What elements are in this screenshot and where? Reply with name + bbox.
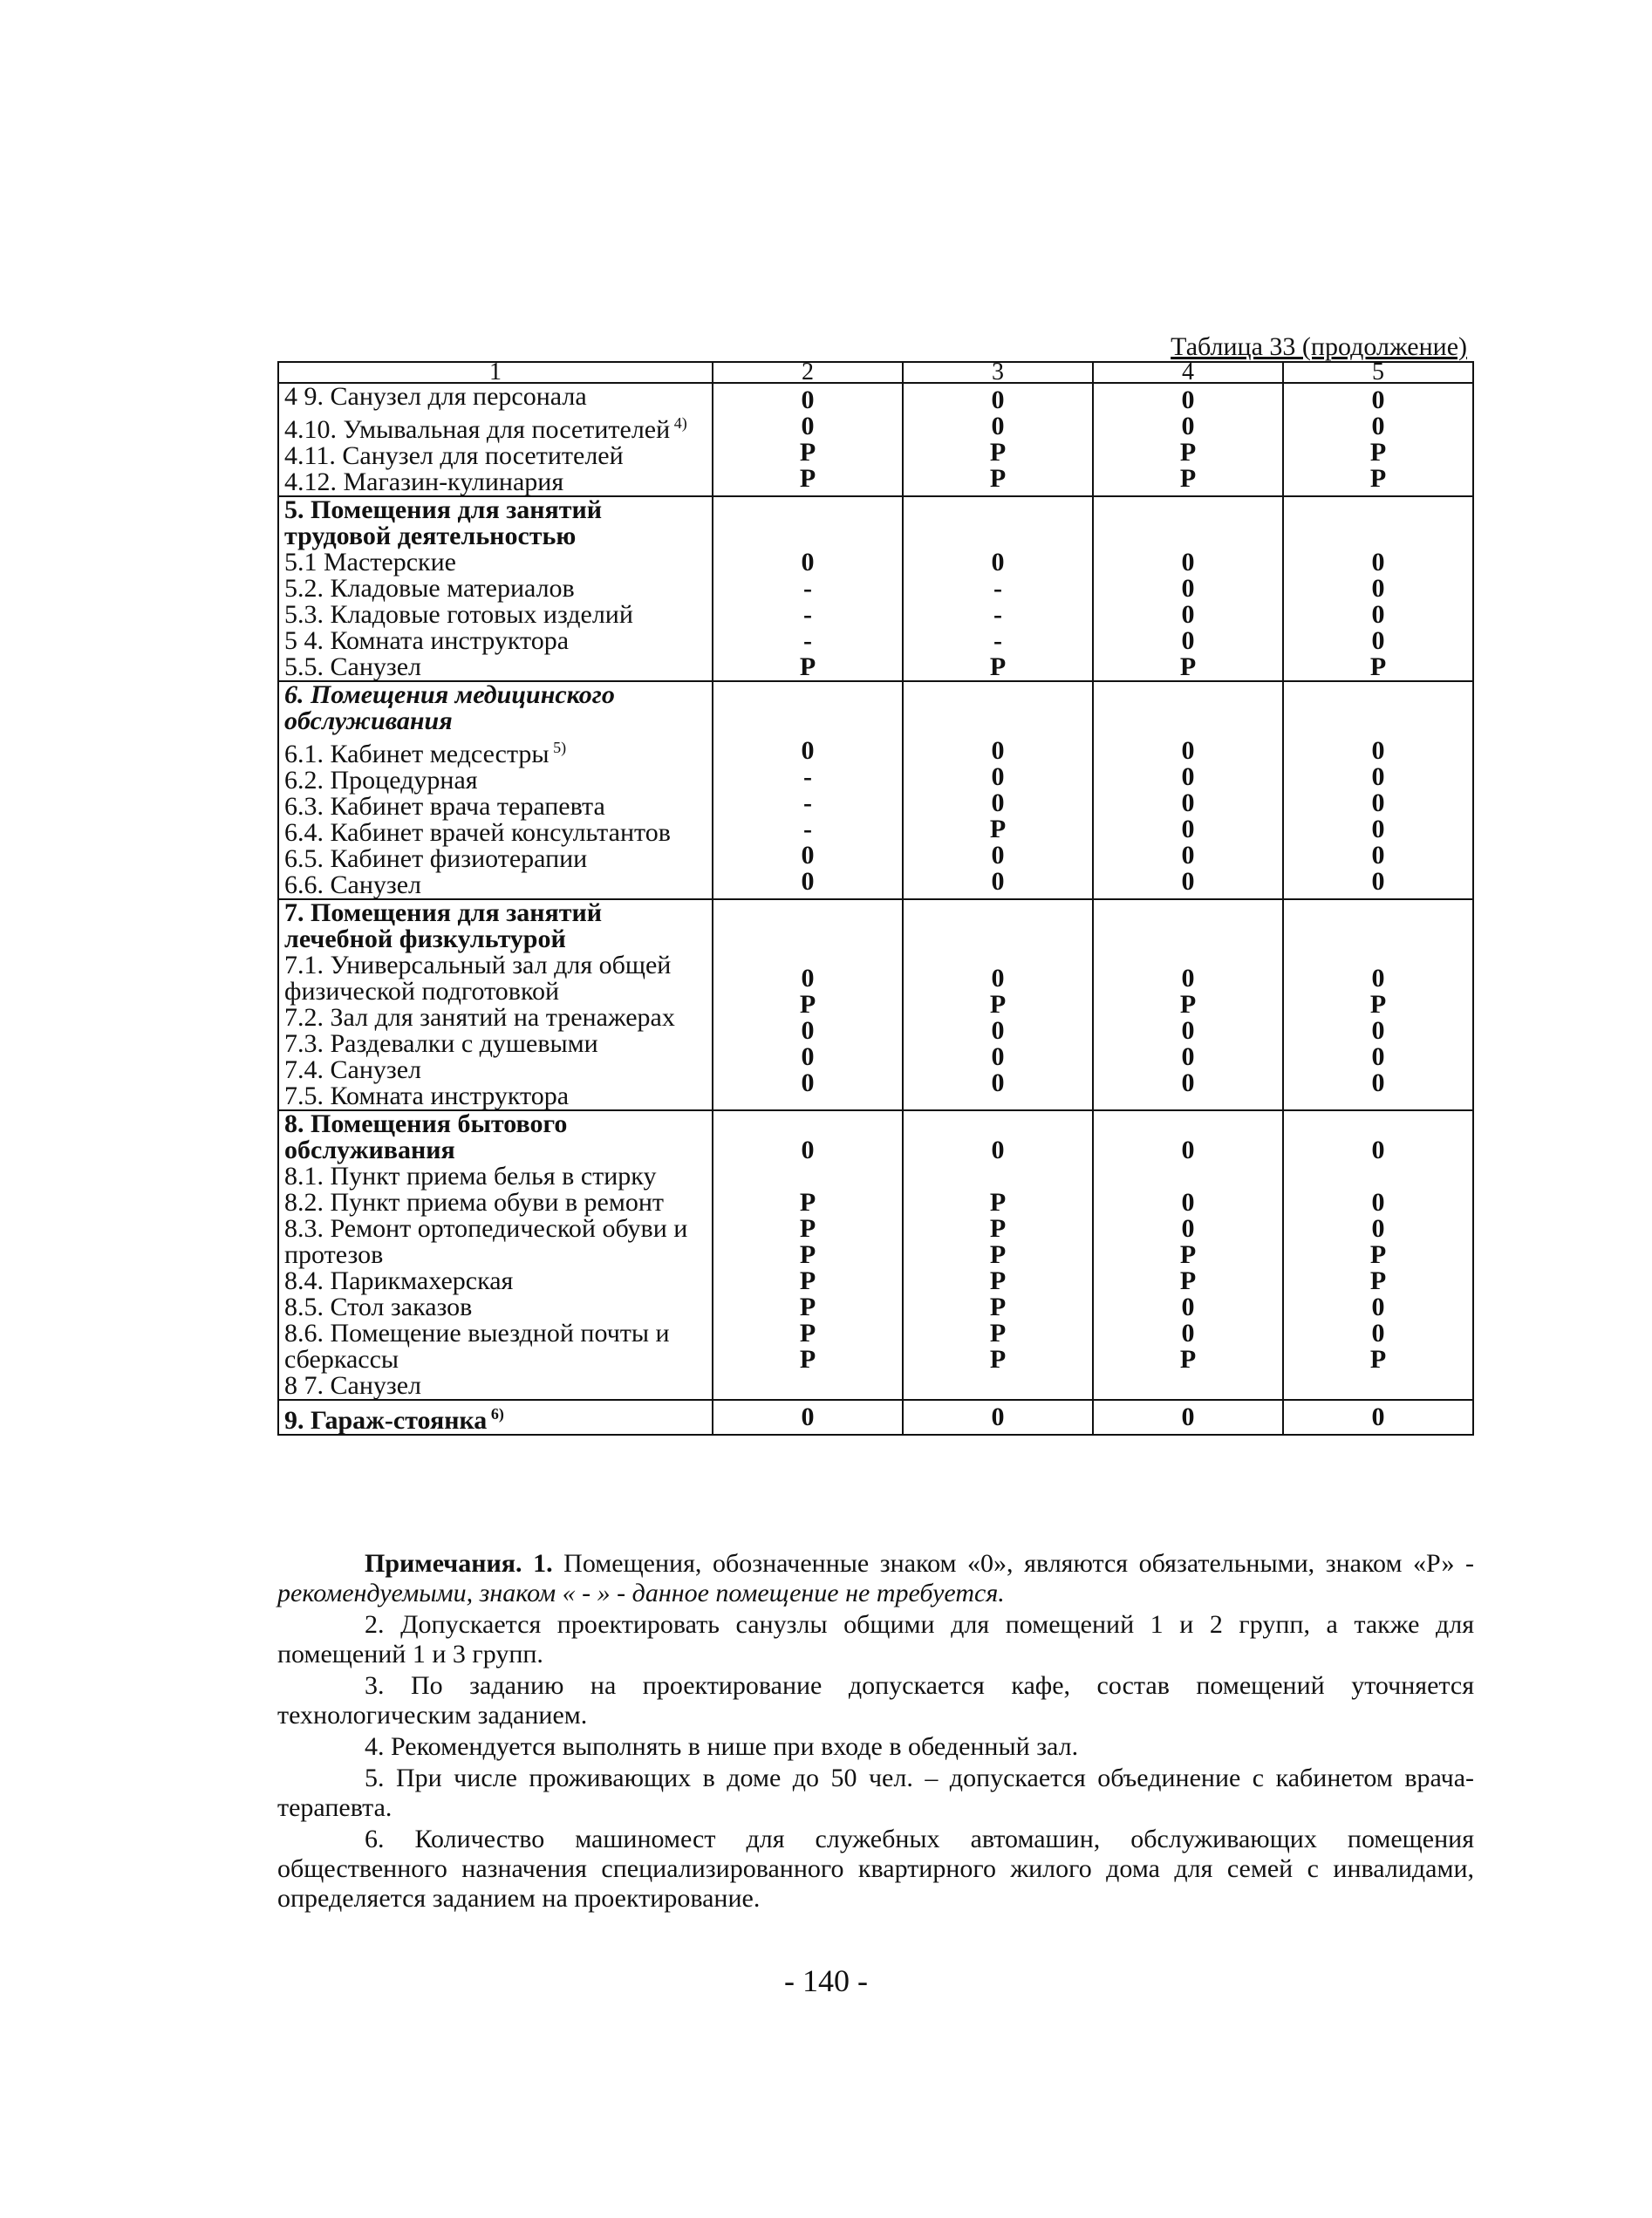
row-label	[284, 654, 707, 680]
table-cell-value: 0	[1371, 788, 1385, 817]
table-cell-value: 0	[1371, 815, 1385, 843]
note-3: 3. По заданию на проектирование допускается кафе, состав помещений уточняется технологическим заданием.	[277, 1671, 1474, 1730]
note-6: 6. Количество машиномест для служебных автомашин, обслуживающих помещения общественного назначения специализированного квартирного жилого дома для семей с инвалидами, определяется заданием на проектирование.	[277, 1825, 1474, 1913]
table-cell-value: 0	[991, 1016, 1005, 1045]
table-cell-value: P	[1369, 1345, 1387, 1374]
row-label-text: 8.6. Помещение выездной почты и сберкассы	[284, 1319, 670, 1374]
table-cell-value: P	[1179, 990, 1197, 1019]
table-cell-value: 0	[1371, 1136, 1385, 1164]
table-cell-value: 0	[1181, 548, 1195, 577]
table-cell-value: P	[799, 1214, 816, 1243]
block-values-cell-2	[713, 1400, 903, 1435]
block-values-cell-4	[1093, 681, 1283, 899]
spacer	[909, 686, 1087, 712]
table-cell-value: 0	[801, 964, 815, 993]
row-label-text: 7.5. Комната инструктора	[284, 1082, 570, 1110]
table-cell-value: P	[799, 1293, 816, 1321]
table-block	[278, 383, 1473, 496]
block-values-cell-4	[1093, 899, 1283, 1110]
row-label	[284, 872, 707, 898]
table-block	[278, 681, 1473, 899]
spacer	[1099, 497, 1277, 523]
group-heading: 8. Помещения бытового обслуживания	[284, 1109, 568, 1164]
table-cell-value: P	[989, 815, 1007, 843]
row-label-text: 6.3. Кабинет врача терапевта	[284, 792, 605, 821]
row-label-text: 4.12. Магазин-кулинария	[284, 467, 564, 496]
block-values-cell-3	[903, 496, 1093, 681]
table-cell-value: 0	[801, 1402, 815, 1431]
table-cell-value: 0	[991, 736, 1005, 765]
spacer	[1289, 686, 1467, 712]
table-cell-value: 0	[991, 1068, 1005, 1097]
footnote-marker: 5)	[549, 739, 567, 756]
row-label	[284, 1057, 707, 1083]
table-cell-value: P	[799, 1319, 816, 1348]
table-cell-value: 0	[801, 1068, 815, 1097]
row-label-text: 6.4. Кабинет врачей консультантов	[284, 818, 671, 847]
note-5: 5. При числе проживающих в доме до 50 чел. – допускается объединение с кабинетом врача-терапевта.	[277, 1764, 1474, 1822]
spacer	[1289, 497, 1467, 523]
spacer	[909, 712, 1087, 738]
table-cell-value: P	[1369, 438, 1387, 467]
table-cell-value: 0	[991, 1402, 1005, 1431]
table-cell-value: P	[1179, 1266, 1197, 1295]
table-cell-value: 0	[1181, 386, 1195, 414]
table-cell-value: P	[799, 1240, 816, 1269]
row-label	[284, 602, 707, 628]
row-label-text: 4 9. Санузел для персонала	[284, 382, 587, 411]
block-values-cell-4	[1093, 1110, 1283, 1400]
row-label	[284, 734, 707, 768]
row-label	[284, 1401, 707, 1434]
table-cell-value: 0	[1371, 600, 1385, 629]
group-heading: 7. Помещения для занятий лечебной физкультурой	[284, 898, 603, 953]
table-cell-value: -	[993, 574, 1002, 603]
table-cell-value: 0	[801, 386, 815, 414]
table-cell-value: 0	[991, 386, 1005, 414]
block-values-cell-4	[1093, 496, 1283, 681]
table-cell-value: 0	[1181, 1319, 1195, 1348]
row-label	[284, 820, 707, 846]
column-numbers-row	[278, 362, 1473, 383]
row-label-text: 5 4. Комната инструктора	[284, 626, 570, 655]
spacer	[719, 939, 897, 966]
table-cell-value: 0	[1371, 1016, 1385, 1045]
spacer	[719, 523, 897, 549]
table-cell-value: 0	[1371, 736, 1385, 765]
table-cell-value: P	[989, 464, 1007, 493]
table-cell-value: -	[803, 626, 812, 655]
block-values-cell-5	[1283, 1110, 1473, 1400]
row-label	[284, 846, 707, 872]
table-cell-value: 0	[1371, 1402, 1385, 1431]
block-values-cell-2	[713, 899, 903, 1110]
table-cell-value: 0	[991, 1136, 1005, 1164]
table-cell-value: 0	[991, 762, 1005, 791]
row-label-text: 4.10. Умывальная для посетителей	[284, 415, 671, 444]
table-block	[278, 496, 1473, 681]
row-label-text: 5.1 Мастерские	[284, 548, 456, 577]
table-cell-value: P	[799, 1345, 816, 1374]
table-cell-value: 0	[1181, 1016, 1195, 1045]
spacer	[1289, 939, 1467, 966]
row-label-text: 6.5. Кабинет физиотерапии	[284, 844, 588, 873]
table-cell-value: -	[803, 788, 812, 817]
block-values-cell-5	[1283, 496, 1473, 681]
table-cell-value: P	[1369, 1240, 1387, 1269]
block-values-cell-3	[903, 681, 1093, 899]
row-label	[284, 1005, 707, 1031]
table-cell-value: P	[799, 464, 816, 493]
table-cell-value: P	[989, 652, 1007, 681]
block-values-cell-3	[903, 1110, 1093, 1400]
table-cell-value: P	[989, 990, 1007, 1019]
spacer	[909, 939, 1087, 966]
notes-heading: Примечания. 1.	[365, 1549, 553, 1578]
table-block	[278, 1110, 1473, 1400]
table-cell-value: P	[1369, 464, 1387, 493]
table-cell-value: 0	[991, 867, 1005, 896]
table-cell-value: 0	[991, 788, 1005, 817]
row-label	[284, 952, 707, 1005]
row-label-text: 7.1. Универсальный зал для общей физической подготовкой	[284, 951, 672, 1006]
table-cell-value: -	[803, 600, 812, 629]
table-cell-value: 0	[801, 736, 815, 765]
block-values-cell-5	[1283, 383, 1473, 496]
table-cell-value: 0	[1181, 1042, 1195, 1071]
spacer	[1289, 712, 1467, 738]
block-labels-cell	[278, 1400, 713, 1435]
table-cell-value: P	[989, 1345, 1007, 1374]
table-cell-value: P	[799, 990, 816, 1019]
row-label-text: 8.4. Парикмахерская	[284, 1266, 514, 1295]
table-cell-value: P	[1179, 652, 1197, 681]
table-cell-value: 0	[1371, 841, 1385, 870]
row-label	[284, 549, 707, 576]
table-cell-value: 0	[1371, 1068, 1385, 1097]
spacer	[719, 497, 897, 523]
table-cell-value: P	[989, 1188, 1007, 1217]
table-cell-value: 0	[1371, 548, 1385, 577]
table-caption: Таблица 33 (продолжение)	[1171, 332, 1467, 361]
row-label-text: 8.1. Пункт приема белья в стирку	[284, 1162, 657, 1191]
row-label-text: 4.11. Санузел для посетителей	[284, 441, 624, 470]
spacer	[909, 1164, 1087, 1190]
footnote-marker: 4)	[670, 414, 687, 432]
row-label	[284, 1294, 707, 1321]
table-cell-value: P	[989, 1293, 1007, 1321]
row-label-text: 7.2. Зал для занятий на тренажерах	[284, 1003, 675, 1032]
table-cell-value: 0	[991, 964, 1005, 993]
row-label-text: 5.2. Кладовые материалов	[284, 574, 575, 603]
row-label-text: 5.5. Санузел	[284, 652, 422, 681]
note-2: 2. Допускается проектировать санузлы общими для помещений 1 и 2 групп, а также для помещений 1 и 3 групп.	[277, 1610, 1474, 1669]
note-1-italic: рекомендуемыми, знаком « - » - данное помещение не требуется.	[277, 1579, 1005, 1607]
note-1	[277, 1549, 1474, 1608]
spacer	[719, 686, 897, 712]
table-cell-value: 0	[1181, 1136, 1195, 1164]
col-number-5: 5	[1283, 362, 1473, 383]
note-1-text: Помещения, обозначенные знаком «0», являются обязательными, знаком «Р» -	[552, 1549, 1474, 1578]
row-label	[284, 1216, 707, 1268]
spacer	[719, 712, 897, 738]
table-cell-value: 0	[801, 1016, 815, 1045]
spacer	[1099, 686, 1277, 712]
col-number-3: 3	[903, 362, 1093, 383]
table-cell-value: P	[1179, 464, 1197, 493]
table-cell-value: 0	[1371, 964, 1385, 993]
table-cell-value: 0	[1371, 1319, 1385, 1348]
spacer	[1289, 913, 1467, 939]
table-cell-value: P	[1179, 1240, 1197, 1269]
col-number-1: 1	[278, 362, 713, 383]
table-cell-value: 0	[1181, 600, 1195, 629]
table-cell-value: P	[1369, 652, 1387, 681]
col-number-2: 2	[713, 362, 903, 383]
block-values-cell-2	[713, 496, 903, 681]
spacer	[1289, 523, 1467, 549]
table-cell-value: 0	[1181, 1214, 1195, 1243]
row-label	[284, 628, 707, 654]
table-cell-value: 0	[1181, 574, 1195, 603]
table-cell-value: 0	[1181, 788, 1195, 817]
row-label	[284, 768, 707, 794]
col-number-4: 4	[1093, 362, 1283, 383]
table-cell-value: 0	[1181, 841, 1195, 870]
spacer	[1099, 939, 1277, 966]
block-values-cell-4	[1093, 383, 1283, 496]
row-label	[284, 443, 707, 469]
block-labels-cell	[278, 496, 713, 681]
table-cell-value: 0	[1181, 412, 1195, 440]
row-label-text: 6.1. Кабинет медсестры	[284, 740, 550, 768]
spacer	[1099, 1164, 1277, 1190]
block-values-cell-2	[713, 681, 903, 899]
row-label-text: 6.2. Процедурная	[284, 766, 478, 795]
table-cell-value: 0	[801, 867, 815, 896]
row-label	[284, 1083, 707, 1109]
block-values-cell-3	[903, 899, 1093, 1110]
table-cell-value: 0	[1371, 762, 1385, 791]
table-cell-value: -	[803, 574, 812, 603]
spacer	[719, 913, 897, 939]
table-cell-value: 0	[1371, 626, 1385, 655]
table-cell-value: 0	[1371, 386, 1385, 414]
spacer	[719, 1164, 897, 1190]
table-cell-value: -	[993, 600, 1002, 629]
table-cell-value: 0	[1181, 762, 1195, 791]
block-values-cell-2	[713, 1110, 903, 1400]
row-label	[284, 1321, 707, 1373]
table-cell-value: P	[1369, 990, 1387, 1019]
table-cell-value: 0	[1181, 815, 1195, 843]
table-cell-value: -	[993, 626, 1002, 655]
table-cell-value: 0	[1181, 1402, 1195, 1431]
table-cell-value: -	[803, 762, 812, 791]
block-labels-cell	[278, 899, 713, 1110]
footnote-marker: 6)	[487, 1405, 504, 1423]
row-label	[284, 469, 707, 495]
table-cell-value: P	[799, 438, 816, 467]
table-cell-value: 0	[991, 1042, 1005, 1071]
row-label	[284, 1268, 707, 1294]
group-heading: 6. Помещения медицинского обслуживания	[284, 680, 615, 735]
block-values-cell-2	[713, 383, 903, 496]
spacer	[1099, 523, 1277, 549]
table-cell-value: P	[989, 1319, 1007, 1348]
table-cell-value: 0	[1181, 626, 1195, 655]
block-values-cell-3	[903, 383, 1093, 496]
spacer	[909, 913, 1087, 939]
table-cell-value: 0	[1181, 964, 1195, 993]
row-label	[284, 1164, 707, 1190]
row-label	[284, 794, 707, 820]
row-label-text: 7.4. Санузел	[284, 1055, 422, 1084]
table-cell-value: 0	[1371, 1042, 1385, 1071]
page-number: - 140 -	[784, 1963, 868, 1998]
table-cell-value: 0	[1181, 1293, 1195, 1321]
row-label	[284, 384, 707, 410]
table-cell-value: P	[989, 1240, 1007, 1269]
spacer	[1099, 712, 1277, 738]
table-cell-value: 0	[1371, 412, 1385, 440]
table-cell-value: P	[799, 1188, 816, 1217]
row-label-text: 8.5. Стол заказов	[284, 1293, 473, 1321]
row-label-text: 8.2. Пункт приема обуви в ремонт	[284, 1188, 664, 1217]
block-labels-cell	[278, 1110, 713, 1400]
table-cell-value: 0	[991, 412, 1005, 440]
row-label	[284, 1373, 707, 1399]
group-heading: 5. Помещения для занятий трудовой деятельностью	[284, 495, 603, 550]
table-cell-value: -	[803, 815, 812, 843]
block-labels-cell	[278, 681, 713, 899]
table-cell-value: P	[989, 438, 1007, 467]
block-values-cell-4	[1093, 1400, 1283, 1435]
notes-section	[277, 1549, 1474, 1915]
table-cell-value: 0	[1181, 1068, 1195, 1097]
table-block	[278, 899, 1473, 1110]
table-cell-value: P	[1179, 1345, 1197, 1374]
row-label-text: 8 7. Санузел	[284, 1371, 422, 1400]
table-cell-value: 0	[1371, 1214, 1385, 1243]
table-cell-value: P	[799, 1266, 816, 1295]
row-label	[284, 410, 707, 443]
table-cell-value: 0	[801, 412, 815, 440]
table-cell-value: 0	[1371, 574, 1385, 603]
table-cell-value: 0	[1181, 1188, 1195, 1217]
table-cell-value: 0	[1181, 867, 1195, 896]
note-4: 4. Рекомендуется выполнять в нише при входе в обеденный зал.	[365, 1732, 1079, 1761]
table-cell-value: 0	[801, 1136, 815, 1164]
row-label-text: 5.3. Кладовые готовых изделий	[284, 600, 633, 629]
row-label-text: 8.3. Ремонт ортопедической обуви и протезов	[284, 1214, 688, 1269]
table-cell-value: 0	[801, 841, 815, 870]
spacer	[909, 523, 1087, 549]
row-label-text: 6.6. Санузел	[284, 870, 422, 899]
table-cell-value: 0	[991, 841, 1005, 870]
table-cell-value: 0	[1181, 736, 1195, 765]
table-cell-value: 0	[801, 548, 815, 577]
row-label-text: 9. Гараж-стоянка	[284, 1406, 488, 1435]
block-values-cell-5	[1283, 899, 1473, 1110]
table-cell-value: P	[1369, 1266, 1387, 1295]
row-label-text: 7.3. Раздевалки с душевыми	[284, 1029, 598, 1058]
table-cell-value: P	[989, 1266, 1007, 1295]
table-cell-value: P	[1179, 438, 1197, 467]
row-label	[284, 1031, 707, 1057]
table-cell-value: P	[989, 1214, 1007, 1243]
table-cell-value: 0	[991, 548, 1005, 577]
block-values-cell-5	[1283, 1400, 1473, 1435]
table-cell-value: 0	[801, 1042, 815, 1071]
block-values-cell-3	[903, 1400, 1093, 1435]
table-block	[278, 1400, 1473, 1435]
table-cell-value: 0	[1371, 1293, 1385, 1321]
block-values-cell-5	[1283, 681, 1473, 899]
rooms-table	[277, 358, 1474, 1436]
table-cell-value: 0	[1371, 867, 1385, 896]
row-label	[284, 576, 707, 602]
table-cell-value: 0	[1371, 1188, 1385, 1217]
row-label	[284, 1190, 707, 1216]
spacer	[1099, 913, 1277, 939]
block-labels-cell	[278, 383, 713, 496]
spacer	[909, 497, 1087, 523]
spacer	[1289, 1164, 1467, 1190]
table-cell-value: P	[799, 652, 816, 681]
